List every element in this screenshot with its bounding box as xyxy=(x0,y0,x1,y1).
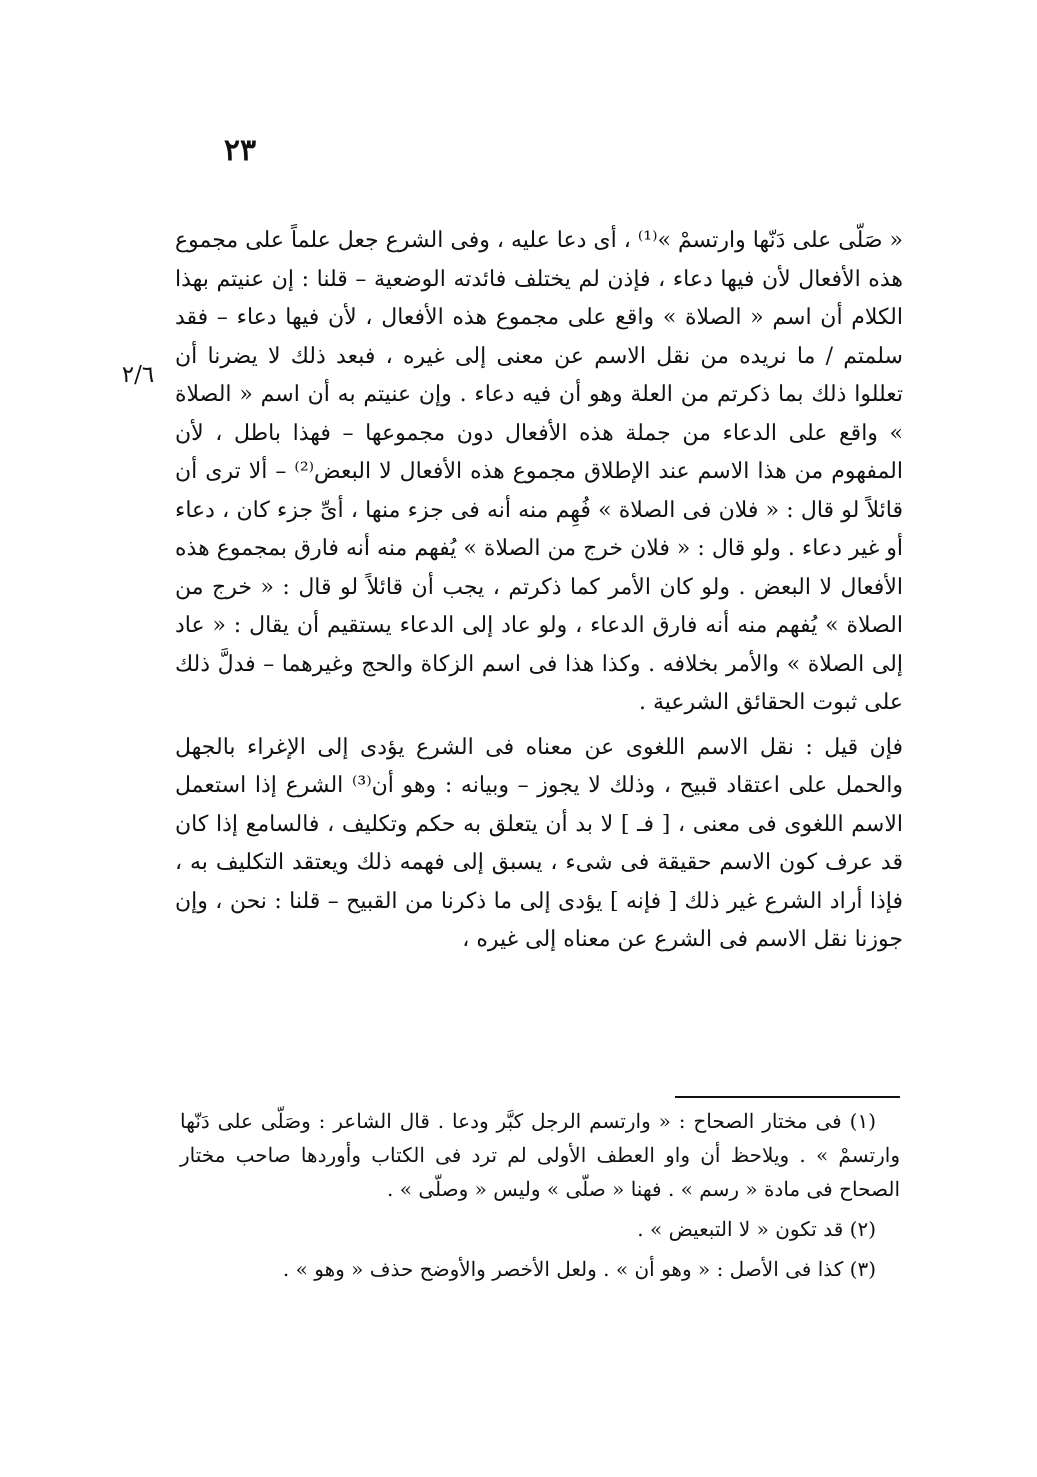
footnote-separator-rule xyxy=(675,1096,900,1098)
margin-reference-note: ٢/٦ xyxy=(121,362,155,388)
main-text xyxy=(175,222,903,960)
footnote-2: (٢) قد تكون « لا التبعيض » . xyxy=(637,1217,876,1241)
footnote-1: (١) فى مختار الصحاح : « وارتسم الرجل كبَّر ودعا . قال الشاعر : وصَلّى على دَنّها وارتسمْ » . ويلاحظ أن واو العطف الأولى لم ترد فى الكتاب وأوردها صاحب مختار الصحاح فى مادة « رسم » . فهنا « صلّى » وليس « وصلّى » . xyxy=(180,1109,900,1201)
body-paragraph-2: فإن قيل : نقل الاسم اللغوى عن معناه فى الشرع يؤدى إلى الإغراء بالجهل والحمل على اعتقاد قبيح ، وذلك لا يجوز – وبيانه : وهو أن⁽³⁾ الشرع إذا استعمل الاسم اللغوى فى معنى ، [ فـ ] لا بد أن يتعلق به حكم وتكليف ، فالسامع إذا كان قد عرف كون الاسم حقيقة فى شىء ، يسبق إلى فهمه ذلك ويعتقد التكليف به ، فإذا أراد الشرع غير ذلك [ فإنه ] يؤدى إلى ما ذكرنا من القبيح – قلنا : نحن ، وإن جوزنا نقل الاسم فى الشرع عن معناه إلى غيره ، xyxy=(175,734,903,952)
page-number: ٢٣ xyxy=(223,133,257,168)
body-paragraph-1: « صَلّى على دَنّها وارتسمْ »⁽¹⁾ ، أى دعا عليه ، وفى الشرع جعل علماً على مجموع هذه الأفعال لأن فيها دعاء ، فإذن لم يختلف فائدته الوضعية – قلنا : إن عنيتم بهذا الكلام أن اسم « الصلاة » واقع على مجموع هذه الأفعال ، لأن فيها دعاء – فقد سلمتم / ما نريده من نقل الاسم عن معنى إلى غيره ، فبعد ذلك لا يضرنا أن تعللوا ذلك بما ذكرتم من العلة وهو أن فيه دعاء . وإن عنيتم به أن اسم « الصلاة » واقع على الدعاء من جملة هذه الأفعال دون مجموعها – فهذا باطل ، لأن المفهوم من هذا الاسم عند الإطلاق مجموع هذه الأفعال لا البعض⁽²⁾ – ألا ترى أن قائلاً لو قال : « فلان فى الصلاة » فُهِم منه أنه فى جزء منها ، أىِّ جزء كان ، دعاء أو غير دعاء . ولو قال : « فلان خرج من الصلاة » يُفهم منه أنه فارق بمجموع هذه الأفعال لا البعض . ولو كان الأمر كما ذكرتم ، يجب أن قائلاً لو قال : « خرج من الصلاة » يُفهم منه أنه فارق الدعاء ، ولو عاد إلى الدعاء يستقيم أن يقال : « عاد إلى الصلاة » والأمر بخلافه . وكذا هذا فى اسم الزكاة والحج وغيرهما – فدلَّ ذلك على ثبوت الحقائق الشرعية . xyxy=(175,228,903,715)
footnote-3: (٣) كذا فى الأصل : « وهو أن » . ولعل الأخصر والأوضح حذف « وهو » . xyxy=(282,1257,876,1281)
footnotes-section xyxy=(180,1104,900,1292)
